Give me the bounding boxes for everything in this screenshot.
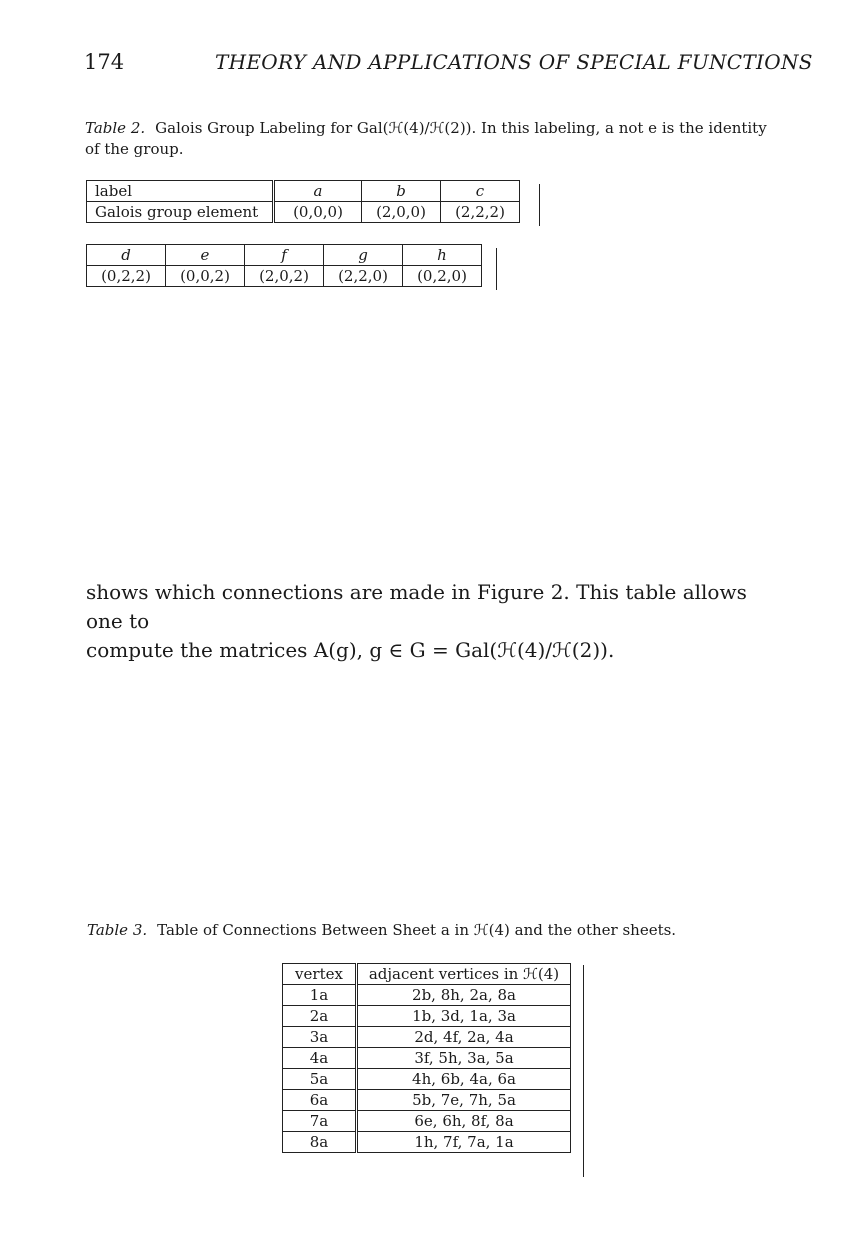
table2-caption-label: Table 2.	[85, 119, 146, 137]
table-row	[283, 1132, 571, 1153]
galois-label-table-part2	[86, 244, 482, 287]
table-row	[283, 985, 571, 1006]
paragraph-line: compute the matrices A(g), g ∈ G = Gal(ℋ(4)/ℋ(2)).	[86, 638, 615, 662]
table-cell: e	[166, 245, 245, 266]
table-cell: h	[403, 245, 482, 266]
table-margin-rule	[496, 248, 497, 290]
table2-caption	[85, 118, 775, 160]
table-cell: 2b, 8h, 2a, 8a	[357, 985, 571, 1006]
table-row	[87, 202, 520, 223]
table-cell: (0,2,2)	[87, 266, 166, 287]
table-header-cell: vertex	[283, 964, 357, 985]
table-cell: a	[274, 181, 362, 202]
table-cell: (2,2,0)	[324, 266, 403, 287]
table-cell: (0,2,0)	[403, 266, 482, 287]
table-header-row	[283, 964, 571, 985]
table-row	[87, 181, 520, 202]
table-row	[283, 1048, 571, 1069]
table-margin-rule	[583, 965, 584, 1177]
table-cell: b	[362, 181, 441, 202]
table-cell: 2d, 4f, 2a, 4a	[357, 1027, 571, 1048]
table-row	[87, 245, 482, 266]
connections-table	[282, 963, 571, 1153]
table-cell: 4h, 6b, 4a, 6a	[357, 1069, 571, 1090]
table-cell: 8a	[283, 1132, 357, 1153]
table-cell: 1h, 7f, 7a, 1a	[357, 1132, 571, 1153]
table-cell: d	[87, 245, 166, 266]
running-title: THEORY AND APPLICATIONS OF SPECIAL FUNCTIONS	[215, 50, 813, 74]
table-cell: g	[324, 245, 403, 266]
table-row	[87, 266, 482, 287]
paragraph-line: shows which connections are made in Figure 2. This table allows one to	[86, 580, 747, 633]
table-cell: (0,0,0)	[274, 202, 362, 223]
table-header-cell: adjacent vertices in ℋ(4)	[357, 964, 571, 985]
table3-caption	[87, 920, 777, 941]
table-row	[283, 1069, 571, 1090]
table-cell: 2a	[283, 1006, 357, 1027]
table-row	[283, 1090, 571, 1111]
table-cell: (0,0,2)	[166, 266, 245, 287]
table-cell: 3f, 5h, 3a, 5a	[357, 1048, 571, 1069]
table-cell: Galois group element	[87, 202, 274, 223]
table-cell: 5b, 7e, 7h, 5a	[357, 1090, 571, 1111]
table-cell: 6e, 6h, 8f, 8a	[357, 1111, 571, 1132]
table-cell: c	[441, 181, 520, 202]
table-cell: (2,0,0)	[362, 202, 441, 223]
table-cell: (2,2,2)	[441, 202, 520, 223]
table-cell: 1a	[283, 985, 357, 1006]
table3-caption-text: Table of Connections Between Sheet a in ℋ(4) and the other sheets.	[157, 921, 677, 939]
body-paragraph	[86, 578, 776, 665]
table-cell: (2,0,2)	[245, 266, 324, 287]
table-row	[283, 1111, 571, 1132]
page-number: 174	[84, 50, 125, 74]
table-row	[283, 1027, 571, 1048]
table-cell: 4a	[283, 1048, 357, 1069]
table-margin-rule	[539, 184, 540, 226]
table3-caption-label: Table 3.	[87, 921, 148, 939]
table-cell: label	[87, 181, 274, 202]
table-cell: 7a	[283, 1111, 357, 1132]
table-cell: 6a	[283, 1090, 357, 1111]
table-cell: 1b, 3d, 1a, 3a	[357, 1006, 571, 1027]
table2-caption-text: Galois Group Labeling for Gal(ℋ(4)/ℋ(2)). In this labeling, a not e is the identity of the group.	[85, 119, 767, 158]
table-cell: 3a	[283, 1027, 357, 1048]
table-cell: f	[245, 245, 324, 266]
table-cell: 5a	[283, 1069, 357, 1090]
table-row	[283, 1006, 571, 1027]
galois-label-table-part1	[86, 180, 520, 223]
